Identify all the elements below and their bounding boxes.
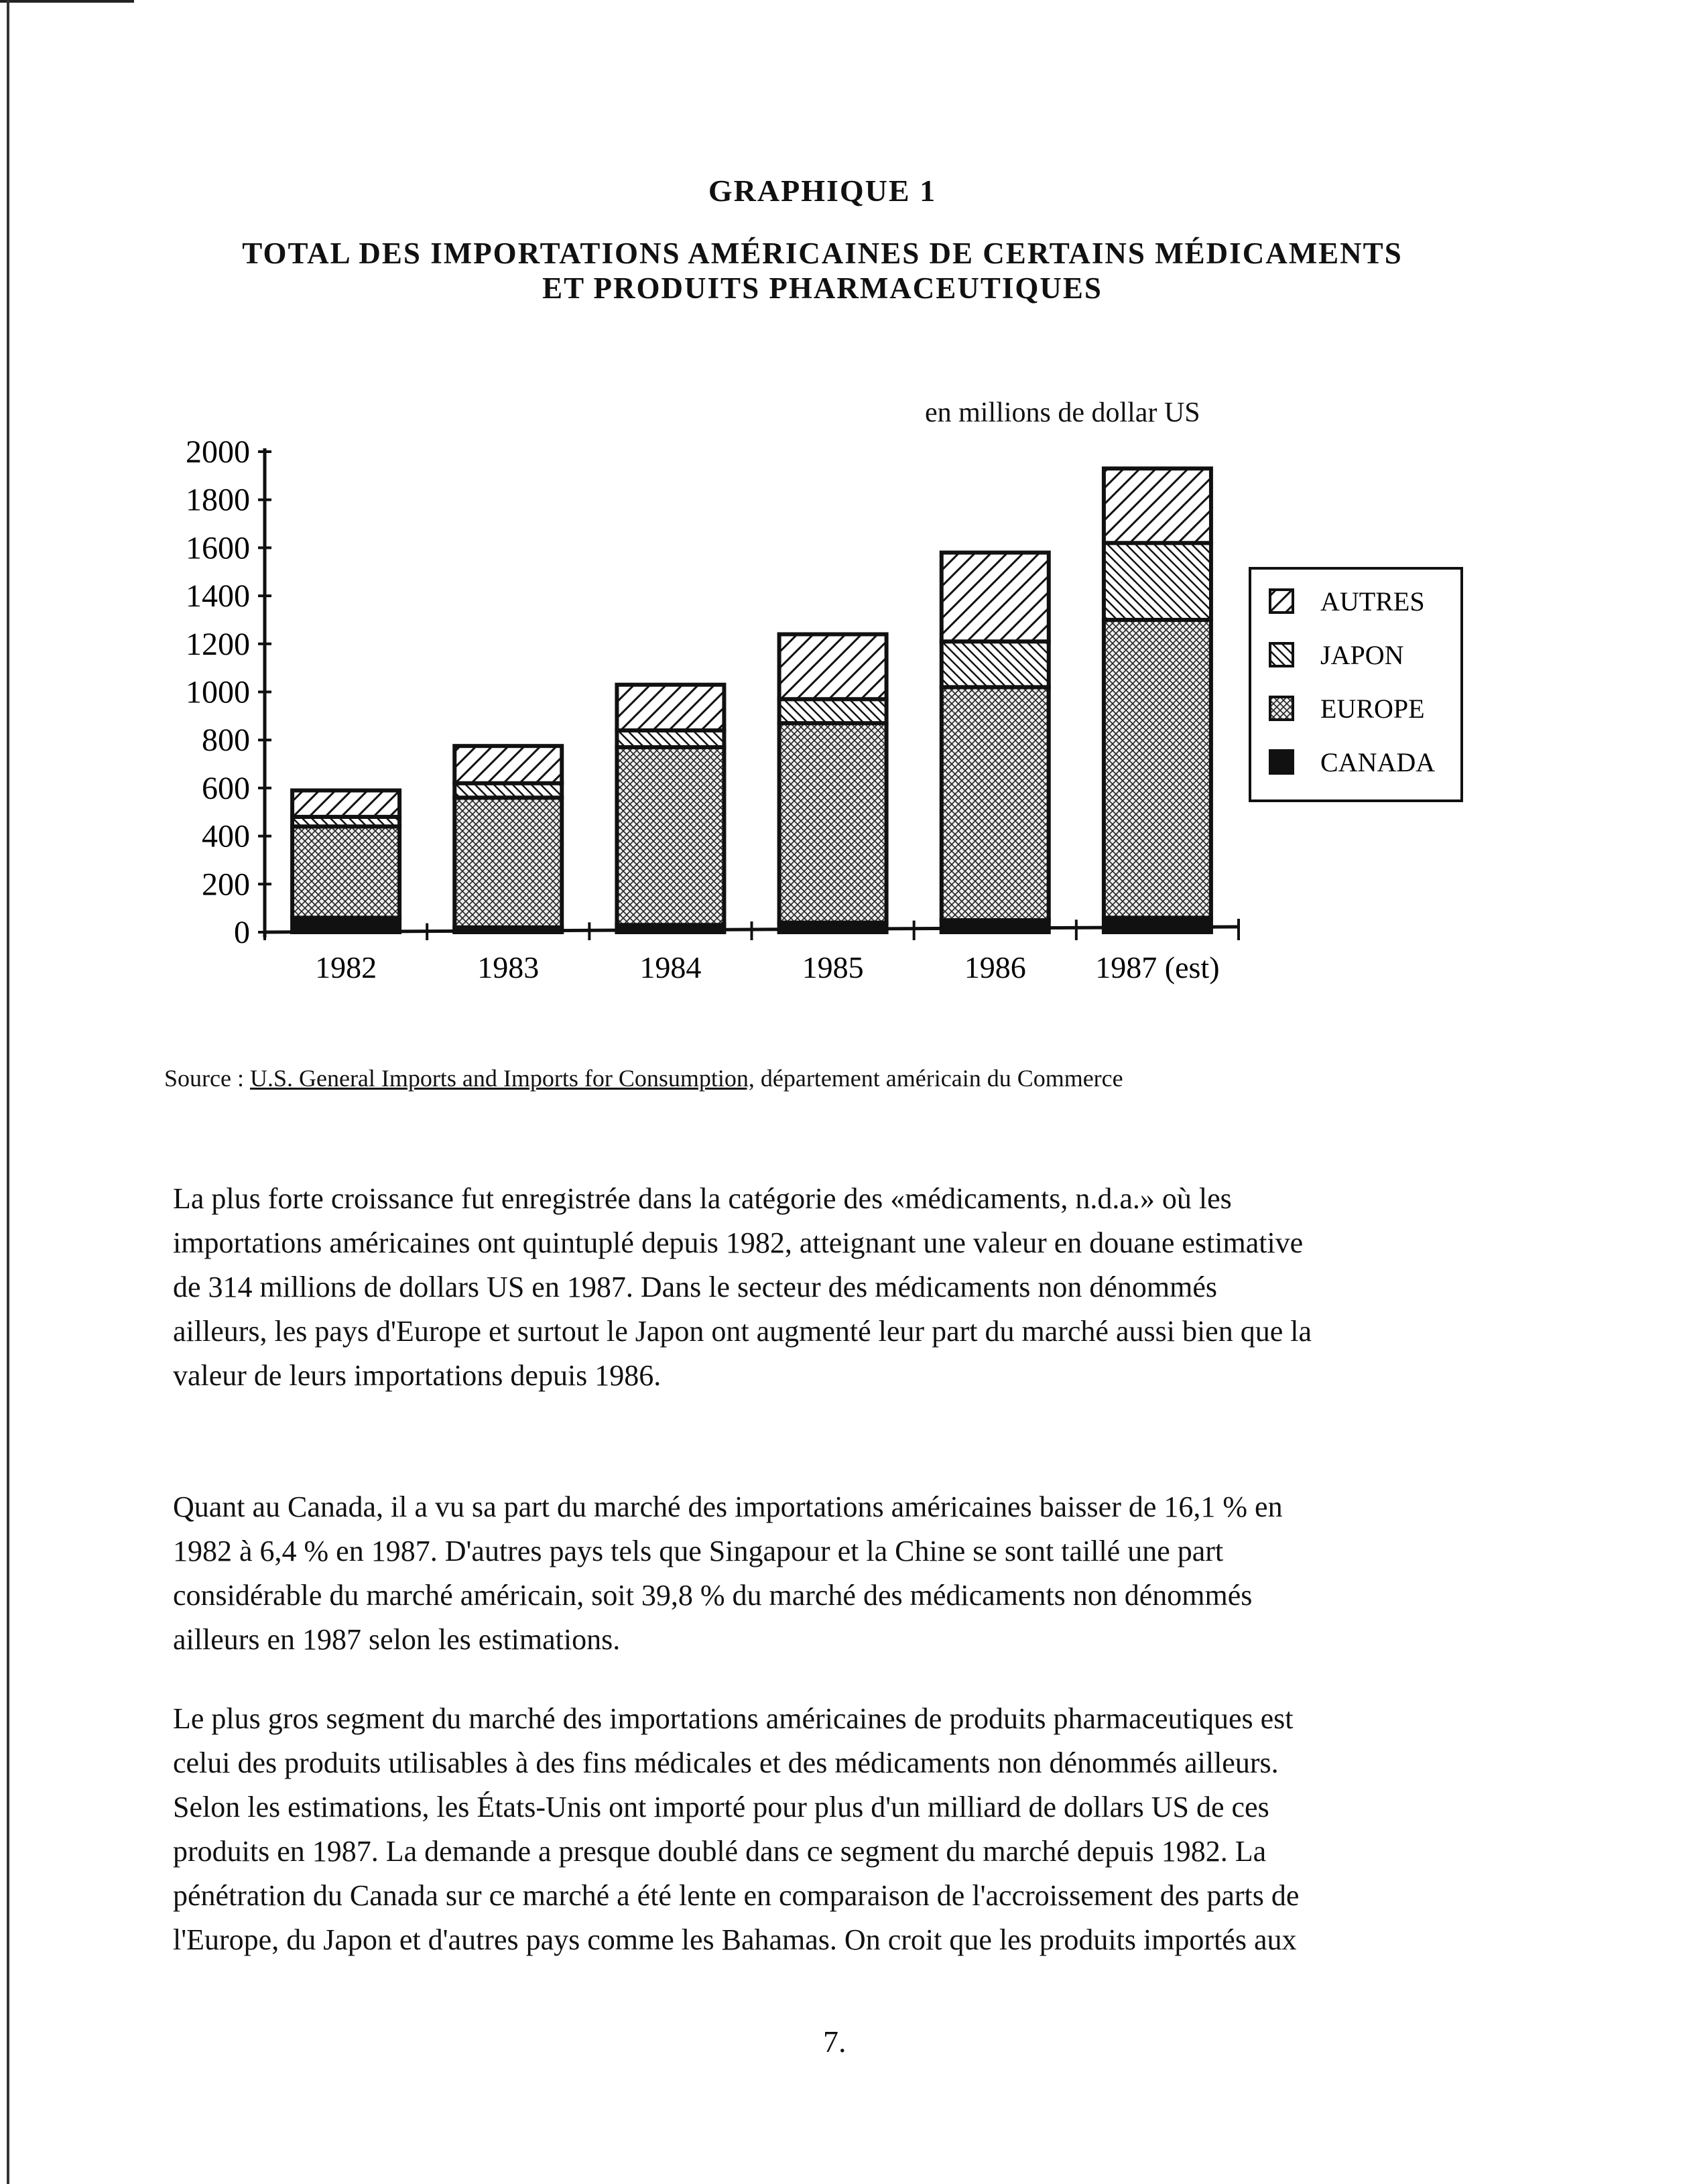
bar-segment-canada xyxy=(1104,917,1211,932)
y-tick-label: 2000 xyxy=(186,434,250,470)
y-tick-label: 1800 xyxy=(186,482,250,518)
text-line: Quant au Canada, il a vu sa part du marché des importations américaines baisser de 16,1 % en xyxy=(173,1490,1283,1523)
chart-title-line: ET PRODUITS PHARMACEUTIQUES xyxy=(542,271,1103,305)
text-line: celui des produits utilisables à des fins médicales et des médicaments non dénommés ailleurs. xyxy=(173,1746,1279,1779)
x-tick-label: 1987 (est) xyxy=(1095,950,1220,984)
source-label: Source : xyxy=(164,1065,244,1092)
bar-segment-japon xyxy=(617,730,724,747)
text-line: ailleurs en 1987 selon les estimations. xyxy=(173,1623,621,1656)
bar-segment-europe xyxy=(942,687,1049,920)
stacked-bar-chart xyxy=(0,0,1693,1005)
y-axis-unit-label: en millions de dollar US xyxy=(925,397,1200,428)
y-tick-label: 0 xyxy=(234,915,250,950)
source-title: U.S. General Imports and Imports for Consumption, xyxy=(249,1065,755,1092)
bar-segment-japon xyxy=(454,783,562,798)
bar-segment-europe xyxy=(292,826,399,917)
legend-label: EUROPE xyxy=(1320,694,1425,724)
x-tick-label: 1986 xyxy=(964,950,1026,984)
bar-segment-autres xyxy=(1104,468,1211,543)
paragraph-1 xyxy=(173,1177,1312,1398)
figure-heading: GRAPHIQUE 1 xyxy=(708,174,937,208)
bar-segment-autres xyxy=(292,790,399,816)
legend xyxy=(1250,568,1462,801)
paragraph-2 xyxy=(173,1485,1283,1662)
bar-segment-autres xyxy=(617,685,724,730)
text-line: pénétration du Canada sur ce marché a été lente en comparaison de l'accroissement des parts de xyxy=(173,1879,1300,1912)
bar-segment-europe xyxy=(1104,620,1211,918)
bar-segment-europe xyxy=(617,747,724,925)
y-tick-label: 800 xyxy=(202,722,250,759)
legend-label: AUTRES xyxy=(1320,586,1425,617)
text-line: 1982 à 6,4 % en 1987. D'autres pays tels que Singapour et la Chine se sont taillé une part xyxy=(173,1535,1224,1567)
text-line: produits en 1987. La demande a presque doublé dans ce segment du marché depuis 1982. La xyxy=(173,1835,1267,1868)
x-tick-label: 1984 xyxy=(639,950,702,984)
legend-label: JAPON xyxy=(1320,640,1404,670)
y-tick-label: 1200 xyxy=(186,626,250,662)
text-line: Le plus gros segment du marché des importations américaines de produits pharmaceutiques est xyxy=(173,1702,1294,1735)
chart-title-line: TOTAL DES IMPORTATIONS AMÉRICAINES DE CERTAINS MÉDICAMENTS xyxy=(242,237,1403,270)
legend-swatch-canada xyxy=(1270,751,1293,773)
page-number: 7. xyxy=(823,2025,846,2059)
y-tick-label: 1600 xyxy=(186,530,250,566)
bar-segment-europe xyxy=(779,723,887,923)
text-line: La plus forte croissance fut enregistrée dans la catégorie des «médicaments, n.d.a.» où les xyxy=(173,1182,1232,1215)
paragraph-3 xyxy=(173,1697,1299,1962)
text-line: valeur de leurs importations depuis 1986. xyxy=(173,1359,662,1392)
x-tick-label: 1982 xyxy=(315,950,377,984)
legend-swatch-autres xyxy=(1270,590,1293,613)
text-line: importations américaines ont quintuplé depuis 1982, atteignant une valeur en douane estimative xyxy=(173,1226,1304,1259)
text-line: ailleurs, les pays d'Europe et surtout le Japon ont augmenté leur part du marché aussi bien que la xyxy=(173,1315,1312,1348)
y-tick-label: 200 xyxy=(202,866,250,903)
legend-swatch-japon xyxy=(1270,643,1293,666)
bar-segment-autres xyxy=(942,553,1049,642)
legend-swatch-europe xyxy=(1270,697,1293,720)
y-tick-label: 600 xyxy=(202,770,250,806)
bar-segment-canada xyxy=(292,917,399,932)
source-rest: département américain du Commerce xyxy=(754,1065,1123,1092)
text-line: l'Europe, du Japon et d'autres pays comme les Bahamas. On croit que les produits importés aux xyxy=(173,1923,1297,1956)
bar-segment-japon xyxy=(779,699,887,723)
legend-label: CANADA xyxy=(1320,747,1436,777)
text-line: de 314 millions de dollars US en 1987. Dans le secteur des médicaments non dénommés xyxy=(173,1271,1218,1303)
source-note xyxy=(164,1064,1123,1092)
text-line: Selon les estimations, les États-Unis ont importé pour plus d'un milliard de dollars US de ces xyxy=(173,1791,1269,1823)
x-tick-label: 1983 xyxy=(477,950,540,984)
text-line: considérable du marché américain, soit 39,8 % du marché des médicaments non dénommés xyxy=(173,1579,1253,1612)
y-tick-label: 400 xyxy=(202,818,250,854)
bar-segment-japon xyxy=(942,641,1049,687)
bar-segment-autres xyxy=(454,746,562,783)
x-tick-label: 1985 xyxy=(802,950,864,984)
bar-segment-europe xyxy=(454,797,562,927)
bar-segment-japon xyxy=(1104,543,1211,620)
y-tick-label: 1400 xyxy=(186,578,250,615)
y-tick-label: 1000 xyxy=(186,674,250,710)
bar-segment-autres xyxy=(779,634,887,699)
